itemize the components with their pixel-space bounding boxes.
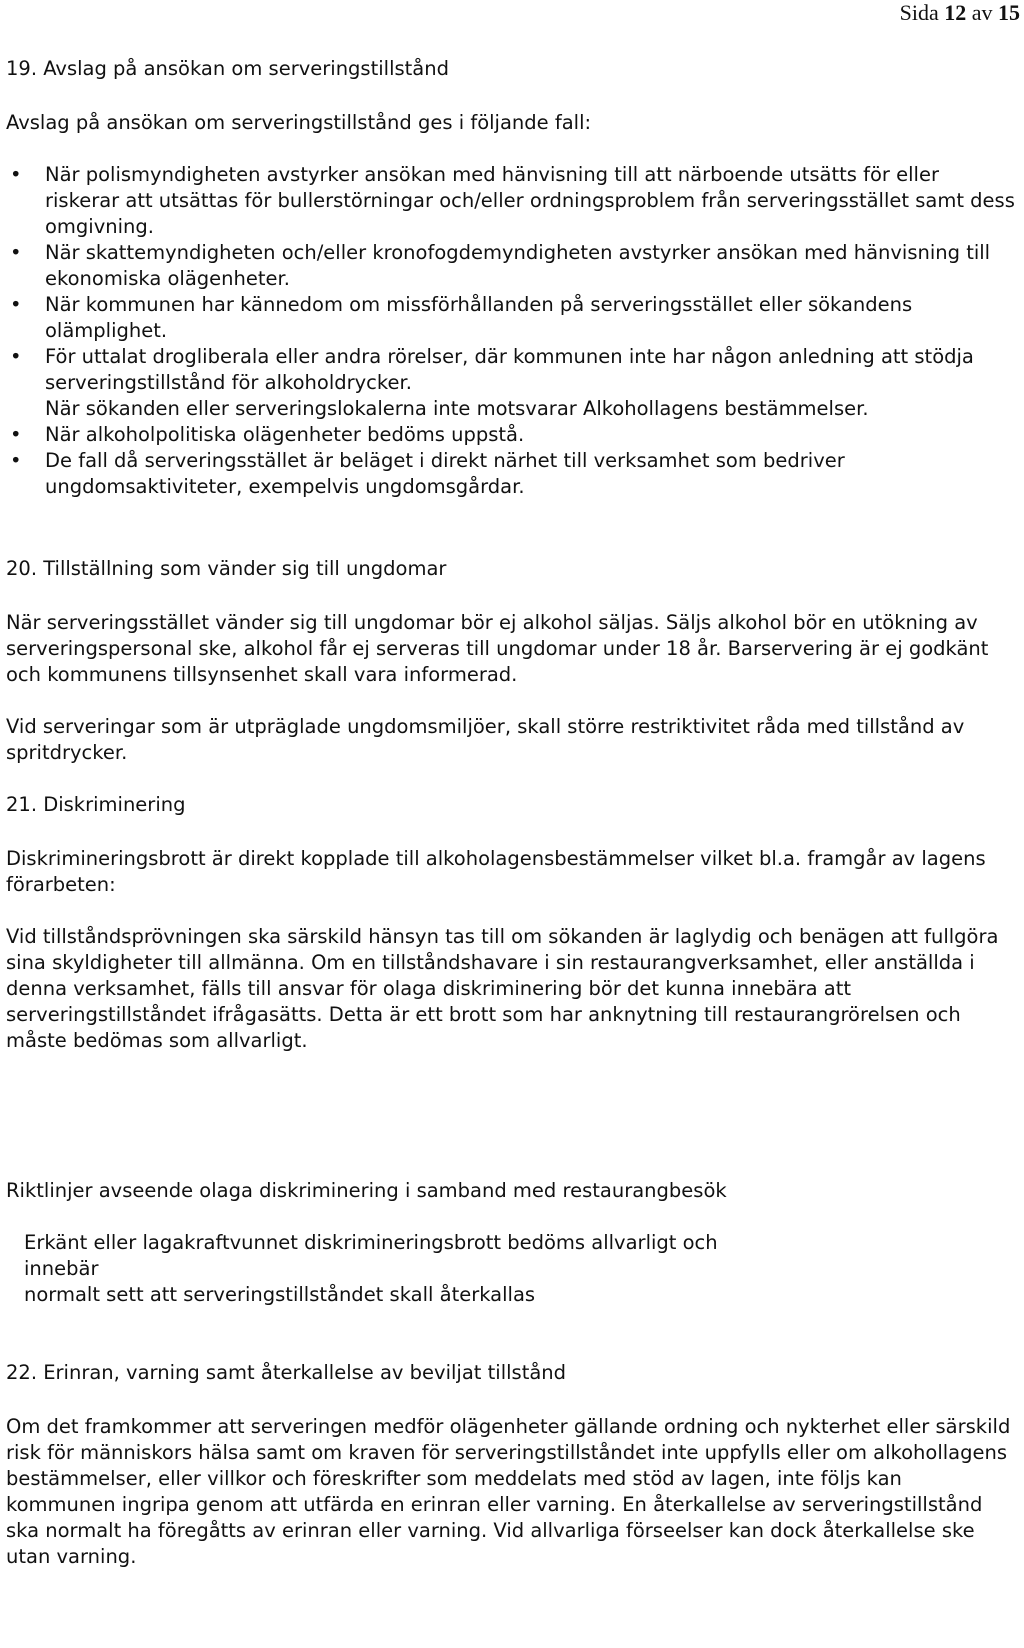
- section-22-paragraph: Om det framkommer att serveringen medför olägenheter gällande ordning och nykterhet eller särskild risk för människors hälsa samt om kraven för serveringstillståndet inte uppfylls eller om alkohollagens bestämmelser, eller villkor och föreskrifter som meddelats med stöd av lagen, inte följs kan kommunen ingripa genom att utfärda en erinran eller varning. En återkallelse av serveringstillstånd ska normalt ha föregåtts av erinran eller varning. Vid allvarliga förseelser kan dock återkallelse ske utan varning.: [6, 1415, 1011, 1568]
- page-number-middle: av: [971, 0, 993, 25]
- list-item: • När alkoholpolitiska olägenheter bedöms uppstå.: [6, 422, 1016, 448]
- section-19-list: [6, 162, 1016, 500]
- list-item: • De fall då serveringsstället är beläget i direkt närhet till verksamhet som bedriver ungdomsaktiviteter, exempelvis ungdomsgårdar.: [6, 448, 1016, 500]
- guidelines-line: normalt sett att serveringstillståndet skall återkallas: [24, 1283, 536, 1306]
- list-item: När sökanden eller serveringslokalerna inte motsvarar Alkohollagens bestämmelser.: [45, 397, 869, 420]
- page-number: [900, 0, 1020, 26]
- page-number-current: 12: [944, 0, 967, 25]
- guidelines-text: [6, 1230, 1016, 1308]
- document-body: [6, 56, 1016, 1570]
- guidelines-title: Riktlinjer avseende olaga diskriminering i samband med restaurangbesök: [6, 1179, 727, 1202]
- section-20-paragraph-1: När serveringsstället vänder sig till ungdomar bör ej alkohol säljas. Säljs alkohol bör en utökning av serveringspersonal ske, alkohol får ej serveras till ungdomar under 18 år. Barservering är ej godkänt och kommunens tillsynsenhet skall vara informerad.: [6, 611, 989, 686]
- section-20: [6, 556, 1016, 766]
- page-number-prefix: Sida: [899, 0, 939, 25]
- section-22-heading: 22. Erinran, varning samt återkallelse av beviljat tillstånd: [6, 1361, 567, 1384]
- guidelines-line: innebär: [24, 1257, 99, 1280]
- section-20-heading: 20. Tillställning som vänder sig till ungdomar: [6, 557, 447, 580]
- section-20-paragraph-2: Vid serveringar som är utpräglade ungdomsmiljöer, skall större restriktivitet råda med tillstånd av spritdrycker.: [6, 715, 965, 764]
- section-22: [6, 1360, 1016, 1570]
- guidelines-line: Erkänt eller lagakraftvunnet diskrimineringsbrott bedöms allvarligt och: [24, 1231, 718, 1254]
- section-21-paragraph-2: Vid tillståndsprövningen ska särskild hänsyn tas till om sökanden är laglydig och benägen att fullgöra sina skyldigheter till allmänna. Om en tillståndshavare i sin restaurangverksamhet, eller anställda i denna verksamhet, fälls till ansvar för olaga diskriminering bör det kunna innebära att serveringstillståndet ifrågasätts. Detta är ett brott som har anknytning till restaurangrörelsen och måste bedömas som allvarligt.: [6, 925, 999, 1052]
- section-21-paragraph-1: Diskrimineringsbrott är direkt kopplade till alkoholagensbestämmelser vilket bl.a. framgår av lagens förarbeten:: [6, 847, 986, 896]
- list-item: • För uttalat drogliberala eller andra rörelser, där kommunen inte har någon anledning att stödja serveringstillstånd för alkoholdrycker.: [6, 344, 1016, 396]
- section-19-heading: 19. Avslag på ansökan om serveringstillstånd: [6, 57, 449, 80]
- section-21: [6, 792, 1016, 1308]
- list-item: • När polismyndigheten avstyrker ansökan med hänvisning till att närboende utsätts för eller riskerar att utsättas för bullerstörningar och/eller ordningsproblem från serveringsstället samt dess omgivning.: [6, 162, 1016, 240]
- section-19: [6, 56, 1016, 500]
- section-19-intro: Avslag på ansökan om serveringstillstånd ges i följande fall:: [6, 111, 592, 134]
- list-item: • När skattemyndigheten och/eller kronofogdemyndigheten avstyrker ansökan med hänvisning till ekonomiska olägenheter.: [6, 240, 1016, 292]
- section-21-heading: 21. Diskriminering: [6, 793, 186, 816]
- page-number-total: 15: [998, 0, 1020, 25]
- list-item: • När kommunen har kännedom om missförhållanden på serveringsstället eller sökandens olämplighet.: [6, 292, 1016, 344]
